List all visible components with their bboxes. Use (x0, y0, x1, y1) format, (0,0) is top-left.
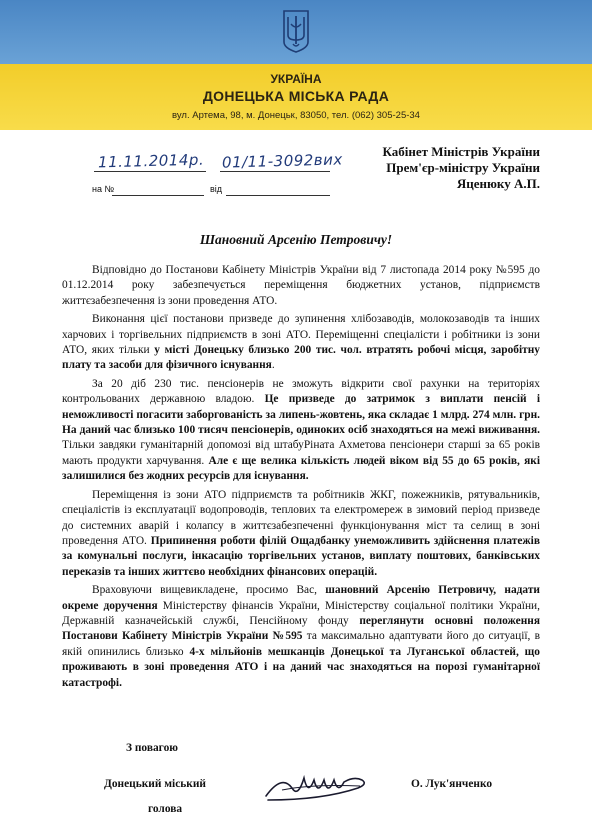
header-address: вул. Артема, 98, м. Донецьк, 83050, тел. (062) 305-25-34 (172, 110, 420, 121)
letter-paragraph (62, 583, 540, 691)
paragraph-text: Тільки завдяки гуманітарній допомозі від штабуРіната Ахметова пенсіонери старші за 65 років мають продукти харчування. (62, 439, 540, 467)
paragraph-text: Виконання цієї постанови призведе до зупинення хлібозаводів, молокозаводів та інших харчових і торгівельних підприємств в зоні АТО. Переміщенні спеціалісти і робітники із зони АТО, яких тільки (62, 313, 540, 357)
paragraph-text: За 20 діб 230 тис. пенсіонерів не зможуть відкрити свої рахунки на територіях контрольованих державною владою. (62, 377, 540, 406)
signatory-position-line2: голова (148, 803, 183, 815)
signatory-position-line1: Донецький міський (104, 778, 206, 790)
paragraph-text: Переміщення із зони АТО підприємств та робітників ЖКГ, пожежників, рятувальників, спеціалістів із експлуатації водопроводів, теплових та електромереж в зимовий період призведе до системних аварій і колапсу в життєзабезпеченні функціонування міст та селищ в зоні проведення АТО. (62, 488, 540, 547)
addressee-line1: Кабінет Міністрів України (382, 144, 540, 159)
emphasized-text: у місті Донецьку близько 200 тис. чол. втратять робочі місця, заробітну плату та засоби для фізичного існування (62, 344, 540, 372)
closing-regards: З повагою (126, 742, 178, 754)
emphasized-text: переглянути основні положення Постанови Кабінету Міністрів України №595 (62, 614, 540, 643)
header-country: УКРАЇНА (270, 72, 322, 86)
emphasized-text: Припинення роботи філій Ощадбанку унеможливить здійснення платежів за комунальні послуги, інкасацію торгівельних установ, виплату поштових, банківських переказів та інших життєво необхідних фінансових операцій. (62, 534, 540, 578)
letter-body (62, 263, 540, 694)
paragraph-text: Враховуючи вищевикладене, просимо Вас, (92, 584, 326, 597)
trident-icon (281, 8, 311, 54)
number-underline (220, 171, 330, 172)
emphasized-text: Це призведе до затримок з виплати пенсій і неможливості погасити заборгованість за липень-жовтень, яка складає 1 млрд. 274 млн. грн. На даний час близько 100 тисяч пенсіонерів, одиноких осіб знаходяться на межі виживання. (62, 393, 540, 437)
handwritten-signature (262, 766, 372, 806)
emphasized-text: 4-х мільйонів мешканців Донецької та Луганської областей, що проживають в зоні проведення АТО і на даний час знаходяться на порозі гуманітарної катастрофі. (62, 645, 540, 689)
paragraph-text: . (271, 359, 275, 372)
letter-paragraph (62, 488, 540, 580)
addressee (383, 144, 540, 192)
letter-paragraph (62, 377, 540, 485)
ref-date-label: від (210, 184, 223, 194)
paragraph-text: та максимально адаптувати його до ситуації, в якій опинились близько (62, 630, 541, 658)
date-underline (94, 171, 206, 172)
ref-number-label: на № (92, 184, 115, 194)
paragraph-text: Міністерству фінансів України, Міністерству соціальної політики України, Державній казначейській службі, Пенсійному фонду (62, 599, 541, 627)
signatory-name: О. Лук'янченко (411, 778, 493, 790)
handwritten-number: 01/11-3092вих (221, 150, 343, 172)
addressee-line2: Прем'єр-міністру України (386, 160, 540, 175)
ref-number-line (112, 195, 204, 196)
letter-paragraph (62, 312, 540, 374)
ref-date-line (226, 195, 330, 196)
addressee-line3: Яценюку А.П. (456, 176, 540, 191)
paragraph-text: Відповідно до Постанови Кабінету Міністрів України від 7 листопада 2014 року №595 до 01.12.2014 року забезпечується переміщення бюджетних установ, підприємств життєзабезпечення із зони проведення АТО. (62, 264, 540, 307)
emphasized-text: шановний Арсенію Петровичу, надати окреме доручення (62, 584, 540, 612)
emphasized-text: Але є ще велика кількість людей віком від 55 до 65 років, які залишилися без жодних ресурсів для існування. (62, 454, 540, 483)
letter-paragraph (62, 263, 540, 309)
salutation: Шановний Арсенію Петровичу! (199, 232, 393, 247)
header-council-name: ДОНЕЦЬКА МІСЬКА РАДА (202, 88, 390, 104)
handwritten-date: 11.11.2014р. (97, 150, 205, 172)
